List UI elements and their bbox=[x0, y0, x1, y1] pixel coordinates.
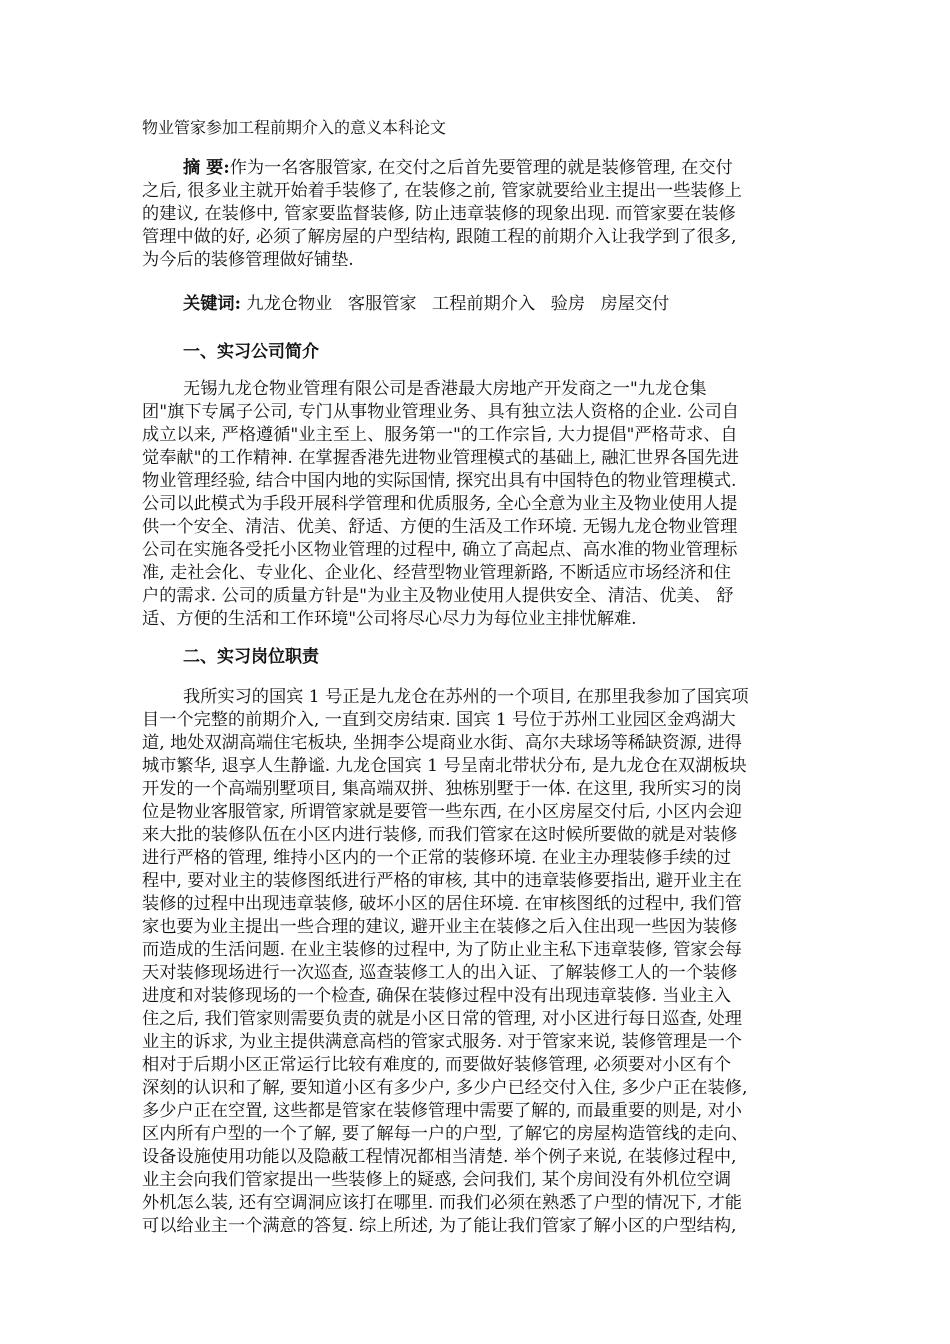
paragraph-line: 程中, 要对业主的装修图纸进行严格的审核, 其中的违章装修要指出, 避开业主在 bbox=[142, 871, 742, 891]
paragraph-line: 目一个完整的前期介入, 一直到交房结束. 国宾 1 号位于苏州工业园区金鸡湖大 bbox=[142, 710, 736, 730]
paragraph-line: 可以给业主一个满意的答复. 综上所述, 为了能让我们管家了解小区的户型结构, bbox=[142, 1216, 737, 1236]
abstract-line: 为今后的装修管理做好铺垫. bbox=[142, 250, 354, 270]
document-title: 物业管家参加工程前期介入的意义本科论文 bbox=[142, 118, 447, 137]
paragraph-line: 装修的过程中出现违章装修, 破坏小区的居住环境. 在审核图纸的过程中, 我们管 bbox=[142, 894, 742, 914]
paragraph-line: 多少户正在空置, 这些都是管家在装修管理中需要了解的, 而最重要的则是, 对小 bbox=[142, 1101, 742, 1121]
section-duties-paragraph bbox=[142, 686, 822, 1238]
keywords-label: 关键词: bbox=[183, 294, 241, 314]
paragraph-line: 团"旗下专属子公司, 专门从事物业管理业务、具有独立法人资格的企业. 公司自 bbox=[142, 402, 739, 422]
abstract-line: 的建议, 在装修中, 管家要监督装修, 防止违章装修的现象出现. 而管家要在装修 bbox=[142, 204, 736, 224]
paragraph-line: 公司在实施各受托小区物业管理的过程中, 确立了高起点、高水准的物业管理标 bbox=[142, 540, 738, 560]
paragraph-line: 相对于后期小区正常运行比较有难度的, 而要做好装修管理, 必须要对小区有个 bbox=[142, 1055, 732, 1075]
paragraph-line: 成立以来, 严格遵循"业主至上、服务第一"的工作宗旨, 大力提倡"严格苛求、自 bbox=[142, 425, 738, 445]
paragraph-line: 我所实习的国宾 1 号正是九龙仓在苏州的一个项目, 在那里我参加了国宾项 bbox=[183, 687, 749, 707]
keyword: 房屋交付 bbox=[600, 294, 670, 314]
paragraph-line: 深刻的认识和了解, 要知道小区有多少户, 多少户已经交付入住, 多少户正在装修, bbox=[142, 1078, 748, 1098]
keyword: 九龙仓物业 bbox=[246, 294, 333, 314]
paragraph-line: 适、方便的生活和工作环境"公司将尽心尽力为每位业主排忧解难. bbox=[142, 609, 637, 629]
paragraph-line: 来大批的装修队伍在小区内进行装修, 而我们管家在这时候所要做的就是对装修 bbox=[142, 825, 738, 845]
paragraph-line: 业主的诉求, 为业主提供满意高档的管家式服务. 对于管家来说, 装修管理是一个 bbox=[142, 1032, 742, 1052]
abstract-line: 之后, 很多业主就开始着手装修了, 在装修之前, 管家就要给业主提出一些装修上 bbox=[142, 181, 742, 201]
keyword: 客服管家 bbox=[347, 294, 417, 314]
abstract-line: 摘 要:作为一名客服管家, 在交付之后首先要管理的就是装修管理, 在交付 bbox=[183, 158, 733, 178]
paragraph-line: 天对装修现场进行一次巡查, 巡查装修工人的出入证、了解装修工人的一个装修 bbox=[142, 963, 738, 983]
paragraph-line: 觉奉献"的工作精神. 在掌握香港先进物业管理模式的基础上, 融汇世界各国先进 bbox=[142, 448, 739, 468]
keywords-line bbox=[183, 293, 679, 315]
paragraph-line: 家也要为业主提出一些合理的建议, 避开业主在装修之后入住出现一些因为装修 bbox=[142, 917, 738, 937]
section-heading-company: 一、实习公司简介 bbox=[183, 342, 319, 362]
section-heading-duties: 二、实习岗位职责 bbox=[183, 647, 319, 667]
keyword: 验房 bbox=[550, 294, 586, 314]
paragraph-line: 设备设施使用功能以及隐蔽工程情况都相当清楚. 举个例子来说, 在装修过程中, bbox=[142, 1147, 737, 1167]
paragraph-line: 户的需求. 公司的质量方针是"为业主及物业使用人提供安全、清洁、优美、 舒 bbox=[142, 586, 734, 606]
paragraph-line: 住之后, 我们管家则需要负责的就是小区日常的管理, 对小区进行每日巡查, 处理 bbox=[142, 1009, 742, 1029]
paragraph-line: 道, 地处双湖高端住宅板块, 坐拥李公堤商业水街、高尔夫球场等稀缺资源, 进得 bbox=[142, 733, 742, 753]
paragraph-line: 外机怎么装, 还有空调洞应该打在哪里. 而我们必须在熟悉了户型的情况下, 才能 bbox=[142, 1193, 742, 1213]
keyword: 工程前期介入 bbox=[432, 294, 536, 314]
paragraph-line: 业主会向我们管家提出一些装修上的疑惑, 会问我们, 某个房间没有外机位空调 bbox=[142, 1170, 732, 1190]
paragraph-line: 进度和对装修现场的一个检查, 确保在装修过程中没有出现违章装修. 当业主入 bbox=[142, 986, 732, 1006]
paragraph-line: 供一个安全、清洁、优美、舒适、方便的生活及工作环境. 无锡九龙仓物业管理 bbox=[142, 517, 738, 537]
paragraph-line: 位是物业客服管家, 所谓管家就是要管一些东西, 在小区房屋交付后, 小区内会迎 bbox=[142, 802, 742, 822]
paragraph-line: 开发的一个高端别墅项目, 集高端双拼、独栋别墅于一体. 在这里, 我所实习的岗 bbox=[142, 779, 742, 799]
abstract-line: 管理中做的好, 必须了解房屋的户型结构, 跟随工程的前期介入让我学到了很多, bbox=[142, 227, 737, 247]
abstract-paragraph bbox=[142, 157, 822, 272]
paragraph-line: 物业管理经验, 结合中国内地的实际国情, 探究出具有中国特色的物业管理模式. bbox=[142, 471, 737, 491]
paragraph-line: 进行严格的管理, 维持小区内的一个正常的装修环境. 在业主办理装修手续的过 bbox=[142, 848, 732, 868]
abstract-label: 摘 要: bbox=[183, 158, 230, 178]
paragraph-line: 区内所有户型的一个了解, 要了解每一户的户型, 了解它的房屋构造管线的走向、 bbox=[142, 1124, 749, 1144]
paragraph-line: 公司以此模式为手段开展科学管理和优质服务, 全心全意为业主及物业使用人提 bbox=[142, 494, 738, 514]
paragraph-line: 无锡九龙仓物业管理有限公司是香港最大房地产开发商之一"九龙仓集 bbox=[183, 379, 707, 399]
section-company-paragraph bbox=[142, 378, 822, 631]
paragraph-line: 准, 走社会化、专业化、企业化、经营型物业管理新路, 不断适应市场经济和住 bbox=[142, 563, 732, 583]
paragraph-line: 而造成的生活问题. 在业主装修的过程中, 为了防止业主私下违章装修, 管家会每 bbox=[142, 940, 742, 960]
paragraph-line: 城市繁华, 退享人生静谧. 九龙仓国宾 1 号呈南北带状分布, 是九龙仓在双湖板块 bbox=[142, 756, 747, 776]
